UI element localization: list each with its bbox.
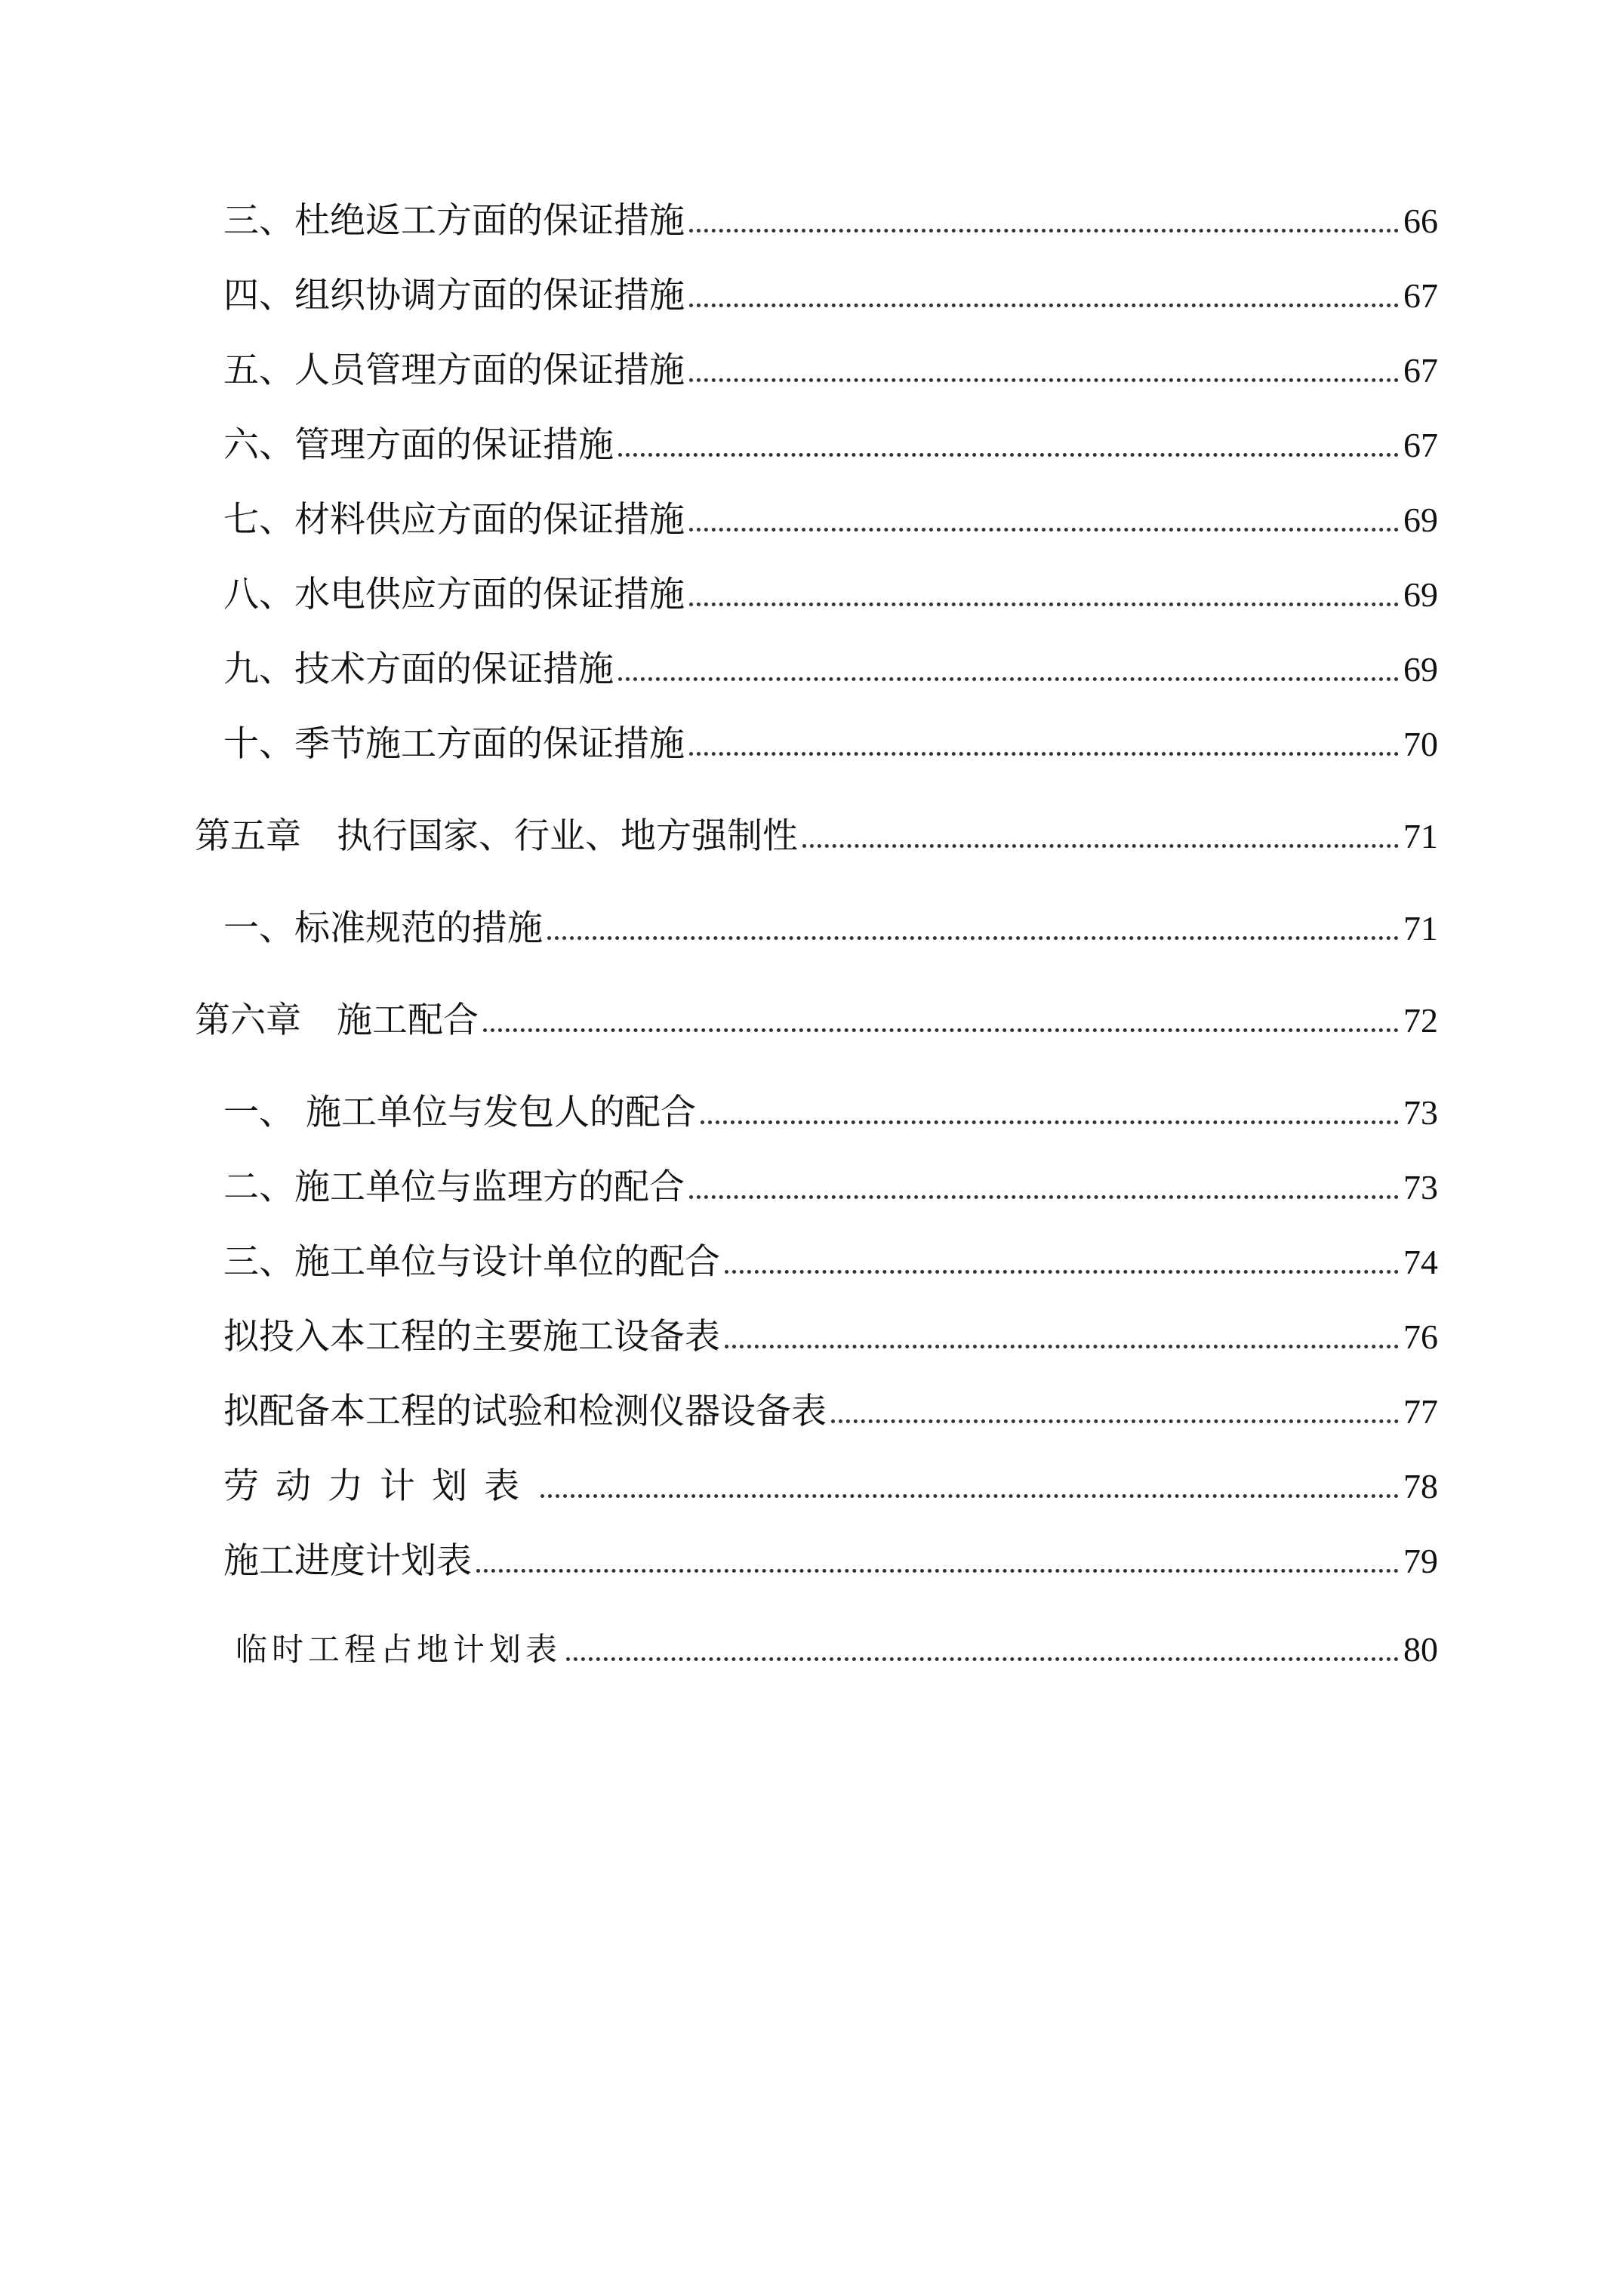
toc-entry[interactable] bbox=[223, 718, 1438, 771]
toc-leader-dots bbox=[618, 677, 1399, 681]
toc-entry-page: 73 bbox=[1403, 1168, 1438, 1207]
toc-entry[interactable] bbox=[223, 494, 1438, 547]
toc-entry-page: 67 bbox=[1403, 276, 1438, 315]
toc-entry[interactable] bbox=[223, 1385, 1438, 1438]
toc-entry-page: 66 bbox=[1403, 202, 1438, 240]
toc-entry-page: 77 bbox=[1403, 1392, 1438, 1431]
toc-entry-title: 十、季节施工方面的保证措施 bbox=[223, 723, 685, 765]
toc-entry-page: 69 bbox=[1403, 501, 1438, 539]
toc-entry-title: 五、人员管理方面的保证措施 bbox=[223, 350, 685, 391]
toc-entry-title: 劳动力计划表 bbox=[223, 1465, 536, 1507]
toc-entry[interactable] bbox=[236, 1623, 1438, 1676]
toc-leader-dots bbox=[831, 1419, 1399, 1423]
toc-entry-title: 三、杜绝返工方面的保证措施 bbox=[223, 200, 685, 242]
toc-entry-page: 69 bbox=[1403, 575, 1438, 614]
toc-entry-title: 九、技术方面的保证措施 bbox=[223, 649, 614, 690]
toc-entry-title: 施工进度计划表 bbox=[223, 1540, 472, 1582]
toc-entry-title: 一、标准规范的措施 bbox=[223, 908, 543, 949]
toc-entry-page: 69 bbox=[1403, 650, 1438, 689]
toc-entry-page: 74 bbox=[1403, 1243, 1438, 1281]
toc-leader-dots bbox=[618, 453, 1399, 457]
toc-entry[interactable] bbox=[223, 1236, 1438, 1289]
toc-entry-page: 73 bbox=[1403, 1093, 1438, 1132]
toc-leader-dots bbox=[476, 1569, 1399, 1573]
toc-entry-page: 67 bbox=[1403, 351, 1438, 390]
toc-entry-page: 72 bbox=[1403, 1001, 1438, 1040]
toc-entry[interactable] bbox=[223, 569, 1438, 621]
toc-leader-dots bbox=[701, 1120, 1399, 1124]
toc-entry-title: 六、管理方面的保证措施 bbox=[223, 424, 614, 466]
toc-entry[interactable] bbox=[223, 270, 1438, 322]
toc-entry[interactable] bbox=[223, 1086, 1438, 1139]
toc-leader-dots bbox=[689, 378, 1399, 382]
toc-leader-dots bbox=[689, 304, 1399, 307]
toc-leader-dots bbox=[802, 844, 1399, 848]
toc-leader-dots bbox=[689, 752, 1399, 756]
toc-entry-title: 拟投入本工程的主要施工设备表 bbox=[223, 1316, 720, 1358]
toc-entry-title: 四、组织协调方面的保证措施 bbox=[223, 275, 685, 316]
toc-chapter-entry[interactable] bbox=[195, 810, 1438, 863]
toc-entry[interactable] bbox=[223, 1460, 1438, 1513]
toc-chapter-entry[interactable] bbox=[195, 994, 1438, 1047]
toc-leader-dots bbox=[725, 1270, 1399, 1274]
toc-entry-page: 71 bbox=[1403, 817, 1438, 855]
toc-entry-title: 七、材料供应方面的保证措施 bbox=[223, 499, 685, 541]
toc-entry-title: 拟配备本工程的试验和检测仪器设备表 bbox=[223, 1391, 827, 1432]
toc-leader-dots bbox=[689, 229, 1399, 233]
toc-entry-page: 80 bbox=[1403, 1630, 1438, 1669]
toc-entry[interactable] bbox=[223, 195, 1438, 248]
toc-entry-page: 79 bbox=[1403, 1542, 1438, 1580]
toc-leader-dots bbox=[547, 936, 1399, 940]
toc-entry-page: 71 bbox=[1403, 909, 1438, 948]
toc-leader-dots bbox=[540, 1494, 1399, 1498]
toc-entry-title: 第六章 施工配合 bbox=[195, 1000, 479, 1041]
toc-entry[interactable] bbox=[223, 419, 1438, 472]
toc-leader-dots bbox=[689, 603, 1399, 606]
toc-entry[interactable] bbox=[223, 643, 1438, 696]
toc-entry-title: 八、水电供应方面的保证措施 bbox=[223, 574, 685, 615]
toc-leader-dots bbox=[689, 1195, 1399, 1199]
toc-leader-dots bbox=[725, 1345, 1399, 1348]
toc-entry-page: 76 bbox=[1403, 1318, 1438, 1356]
toc-entry-title: 一、 施工单位与发包人的配合 bbox=[223, 1092, 696, 1133]
toc-entry-page: 70 bbox=[1403, 725, 1438, 763]
toc-entry[interactable] bbox=[223, 1161, 1438, 1214]
toc-entry[interactable] bbox=[223, 1311, 1438, 1364]
toc-entry-title: 三、施工单位与设计单位的配合 bbox=[223, 1241, 720, 1283]
toc-entry[interactable] bbox=[223, 902, 1438, 955]
toc-entry-title: 二、施工单位与监理方的配合 bbox=[223, 1166, 685, 1208]
toc-entry-page: 78 bbox=[1403, 1467, 1438, 1505]
toc-entry[interactable] bbox=[223, 1535, 1438, 1588]
toc-entry-title: 第五章 执行国家、行业、地方强制性 bbox=[195, 815, 798, 857]
toc-entry[interactable] bbox=[223, 344, 1438, 397]
toc-leader-dots bbox=[483, 1028, 1399, 1032]
toc-leader-dots bbox=[689, 528, 1399, 532]
toc-entry-page: 67 bbox=[1403, 426, 1438, 464]
toc-leader-dots bbox=[566, 1657, 1399, 1661]
toc-entry-title: 临时工程占地计划表 bbox=[236, 1631, 562, 1668]
